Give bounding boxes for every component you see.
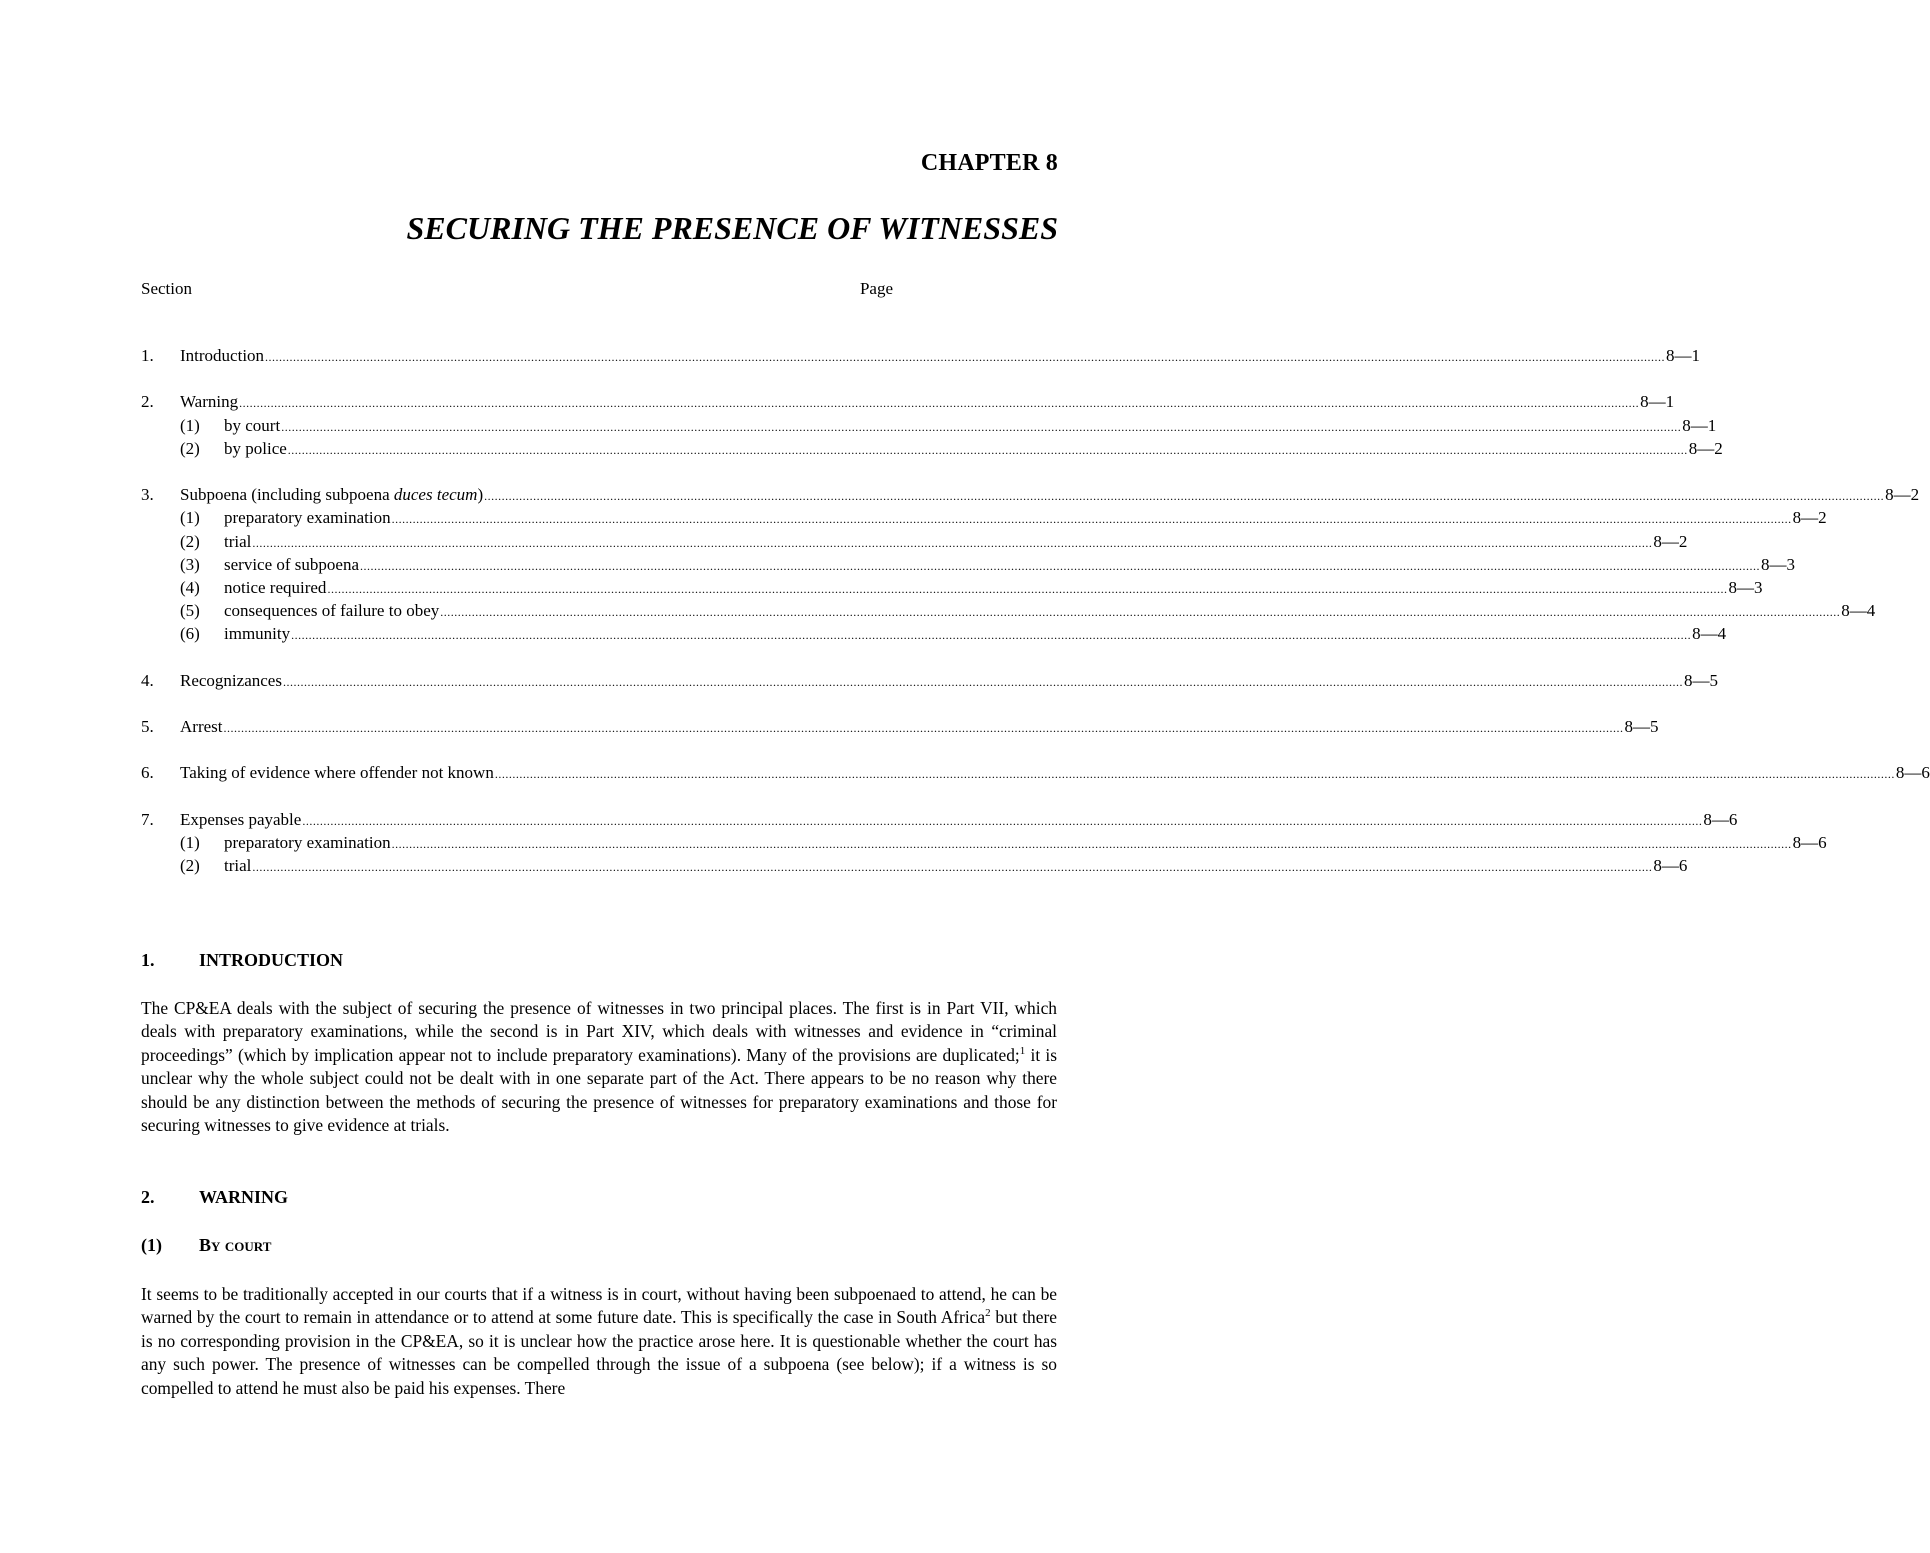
section-2-1-title: By court (199, 1235, 272, 1255)
toc-entry-label (224, 622, 290, 645)
toc-entry[interactable] (141, 437, 1723, 460)
toc-entry-page: 8—6 (1703, 809, 1738, 829)
footnote-ref-2[interactable]: 2 (985, 1307, 991, 1320)
toc-entry-label (180, 344, 264, 367)
toc-entry-label-text: consequences of failure to obey (224, 601, 440, 621)
toc-entry-label (224, 553, 359, 576)
toc-entry-label-italic: duces tecum (393, 485, 478, 505)
toc-entry-label (180, 669, 282, 692)
toc-entry-page: 8—4 (1692, 624, 1727, 644)
section-1-number: 1. (141, 950, 155, 970)
toc-entry-label-after: ) (477, 485, 484, 505)
toc-entry-label-text: by police (224, 438, 287, 458)
toc-entry-number: 2. (141, 392, 154, 412)
section-1-text-b: it is unclear why the whole subject could not be dealt with in one separate part of the Act. There appears to be no reason why there should be any distinction between the methods of securing the presence of witnesses for preparatory examinations and those for securing witnesses to give evidence at trials. (141, 1044, 1057, 1136)
toc-entry-label (180, 715, 222, 738)
toc-section-header: Section (141, 279, 192, 298)
toc-header (141, 276, 893, 302)
toc-entry-label-text: Warning (180, 392, 239, 412)
toc-entry-label (224, 506, 391, 529)
toc-entry-label-text: trial (224, 531, 252, 551)
toc-entry-label (180, 483, 483, 506)
toc-entry-subnumber: (4) (180, 577, 200, 597)
toc-entry-label-text: service of subpoena (224, 554, 360, 574)
toc-entry[interactable] (141, 854, 1688, 877)
toc-leader-dots: ................................................................................................................................................................................................................................................................................................................................................................................................................ (252, 535, 1653, 550)
toc-entry-label-text: Subpoena (including subpoena (180, 485, 394, 505)
toc-entry[interactable] (141, 715, 1659, 738)
toc-entry-label (224, 414, 280, 437)
toc-leader-dots: ................................................................................................................................................................................................................................................................................................................................................................................................................ (287, 442, 1688, 457)
toc-entry-page: 8—2 (1688, 438, 1723, 458)
toc-entry-page: 8—2 (1653, 531, 1688, 551)
toc-entry-page: 8—5 (1624, 717, 1659, 736)
section-2-title: WARNING (199, 1187, 289, 1207)
toc-entry-subnumber: (2) (180, 856, 200, 876)
toc-entry[interactable] (141, 530, 1688, 553)
toc-entry-subnumber: (2) (180, 438, 200, 458)
toc-entry-label (180, 808, 301, 831)
toc-entry-page: 8—6 (1895, 763, 1930, 783)
toc-entry-label (224, 437, 287, 460)
toc-leader-dots: ................................................................................................................................................................................................................................................................................................................................................................................................................ (265, 350, 1666, 364)
toc-entry-subnumber: (1) (180, 415, 200, 435)
section-2-1-paragraph (141, 1283, 1057, 1400)
toc-entry-label-text: notice required (224, 577, 327, 597)
toc-leader-dots: ................................................................................................................................................................................................................................................................................................................................................................................................................ (291, 628, 1692, 643)
toc-entry-label (180, 390, 238, 413)
toc-entry-page: 8—2 (1885, 485, 1920, 505)
toc-entry[interactable] (141, 622, 1727, 645)
toc-leader-dots: ................................................................................................................................................................................................................................................................................................................................................................................................................ (302, 813, 1703, 828)
toc-entry[interactable] (141, 576, 1763, 599)
section-1-paragraph (141, 997, 1057, 1137)
toc-entry[interactable] (141, 414, 1717, 437)
toc-entry[interactable] (141, 506, 1827, 529)
toc-entry-page: 8—4 (1841, 601, 1876, 621)
toc-entry-number: 7. (141, 809, 154, 829)
toc-entry[interactable] (141, 761, 1930, 784)
toc-leader-dots: ................................................................................................................................................................................................................................................................................................................................................................................................................ (484, 489, 1885, 504)
toc-entry-page: 8—6 (1792, 832, 1827, 852)
toc-entry-page: 8—1 (1640, 392, 1675, 412)
toc-entry-label-text: preparatory examination (224, 508, 391, 528)
toc-entry-number: 6. (141, 763, 154, 783)
toc-entry-number: 3. (141, 485, 154, 505)
toc-leader-dots: ................................................................................................................................................................................................................................................................................................................................................................................................................ (327, 581, 1728, 596)
toc-entry-page: 8—2 (1792, 508, 1827, 528)
toc-entry-subnumber: (3) (180, 554, 200, 574)
toc-entry-subnumber: (2) (180, 531, 200, 551)
toc-entry-label-text: Expenses payable (180, 809, 302, 829)
toc-entry-subnumber: (1) (180, 508, 200, 528)
section-2-text-b: but there is no corresponding provision in the CP&EA, so it is unclear how the practice arose here. It is questionable whether the court has any such power. The presence of witnesses can be compelled through the issue of a subpoena (see below); if a witness is so compelled to attend he must also be paid his expenses. There (141, 1307, 1057, 1398)
toc-entry-label-text: Taking of evidence where offender not known (180, 763, 494, 783)
footnote-ref-1[interactable]: 1 (1019, 1045, 1026, 1058)
toc-entry-label (224, 576, 326, 599)
toc-entry-subnumber: (6) (180, 624, 200, 644)
toc-entry-page: 8—5 (1683, 670, 1718, 690)
toc-entry-number: 5. (141, 717, 154, 736)
toc-entry-label-text: Recognizances (180, 670, 282, 690)
section-2-1-heading (141, 1235, 271, 1256)
toc-entry[interactable] (141, 553, 1796, 576)
toc-leader-dots: ................................................................................................................................................................................................................................................................................................................................................................................................................ (282, 674, 1683, 689)
toc-entry-label (224, 854, 251, 877)
toc-entry-number: 4. (141, 670, 154, 690)
section-1-title: INTRODUCTION (199, 950, 344, 970)
toc-entry[interactable] (141, 669, 1718, 692)
chapter-label: CHAPTER 8 (920, 150, 1058, 176)
toc-entry-page: 8—3 (1761, 554, 1796, 574)
toc-entry-page: 8—6 (1653, 856, 1688, 876)
toc-entry[interactable] (141, 483, 1920, 506)
toc-entry[interactable] (141, 808, 1738, 831)
toc-leader-dots: ................................................................................................................................................................................................................................................................................................................................................................................................................ (440, 605, 1841, 620)
chapter-title: SECURING THE PRESENCE OF WITNESSES (406, 210, 1058, 246)
section-2-text-a: It seems to be traditionally accepted in our courts that if a witness is in court, without having been subpoenaed to attend, he can be warned by the court to remain in attendance or to attend at some future date. This is specifically the case in South Africa (141, 1284, 1057, 1328)
toc-entry[interactable] (141, 390, 1675, 413)
toc-entry-label (224, 599, 439, 622)
toc-entry-page: 8—3 (1728, 577, 1763, 597)
toc-entry[interactable] (141, 831, 1827, 854)
section-2-number: 2. (141, 1187, 155, 1207)
table-of-contents (141, 276, 1930, 876)
toc-entry-label (180, 761, 494, 784)
toc-entry-label (224, 831, 391, 854)
toc-leader-dots: ................................................................................................................................................................................................................................................................................................................................................................................................................ (391, 512, 1792, 527)
toc-entry-subnumber: (5) (180, 601, 200, 621)
toc-entry-label-text: Arrest (180, 717, 223, 736)
toc-list (141, 344, 1930, 877)
toc-leader-dots: ................................................................................................................................................................................................................................................................................................................................................................................................................ (223, 721, 1624, 735)
toc-leader-dots: ................................................................................................................................................................................................................................................................................................................................................................................................................ (391, 836, 1792, 851)
toc-leader-dots: ................................................................................................................................................................................................................................................................................................................................................................................................................ (281, 419, 1682, 434)
toc-leader-dots: ................................................................................................................................................................................................................................................................................................................................................................................................................ (239, 396, 1640, 411)
section-2-1-number: (1) (141, 1235, 162, 1255)
section-1-text-a: The CP&EA deals with the subject of securing the presence of witnesses in two principal places. The first is in Part VII, which deals with preparatory examinations, while the second is in Part XIV, which deals with witnesses and evidence in “criminal proceedings” (which by implication appear not to include preparatory examinations). Many of the provisions are duplicated; (141, 998, 1057, 1065)
toc-entry-page: 8—1 (1682, 415, 1717, 435)
toc-entry-number: 1. (141, 346, 154, 365)
toc-entry[interactable] (141, 599, 1876, 622)
toc-entry-page: 8—1 (1666, 346, 1701, 365)
toc-entry-label-text: by court (224, 415, 281, 435)
toc-leader-dots: ................................................................................................................................................................................................................................................................................................................................................................................................................ (360, 558, 1761, 573)
section-1-heading (141, 950, 343, 971)
toc-entry-label-text: Introduction (180, 346, 265, 365)
toc-leader-dots: ................................................................................................................................................................................................................................................................................................................................................................................................................ (494, 767, 1895, 782)
toc-page-header: Page (859, 279, 893, 298)
toc-entry-label-text: preparatory examination (224, 832, 391, 852)
toc-leader-dots: ................................................................................................................................................................................................................................................................................................................................................................................................................ (252, 860, 1653, 875)
toc-entry-label-text: immunity (224, 624, 291, 644)
toc-entry[interactable] (141, 344, 1701, 367)
section-2-heading (141, 1187, 288, 1208)
toc-entry-label-text: trial (224, 856, 252, 876)
toc-entry-subnumber: (1) (180, 832, 200, 852)
toc-entry-label (224, 530, 251, 553)
